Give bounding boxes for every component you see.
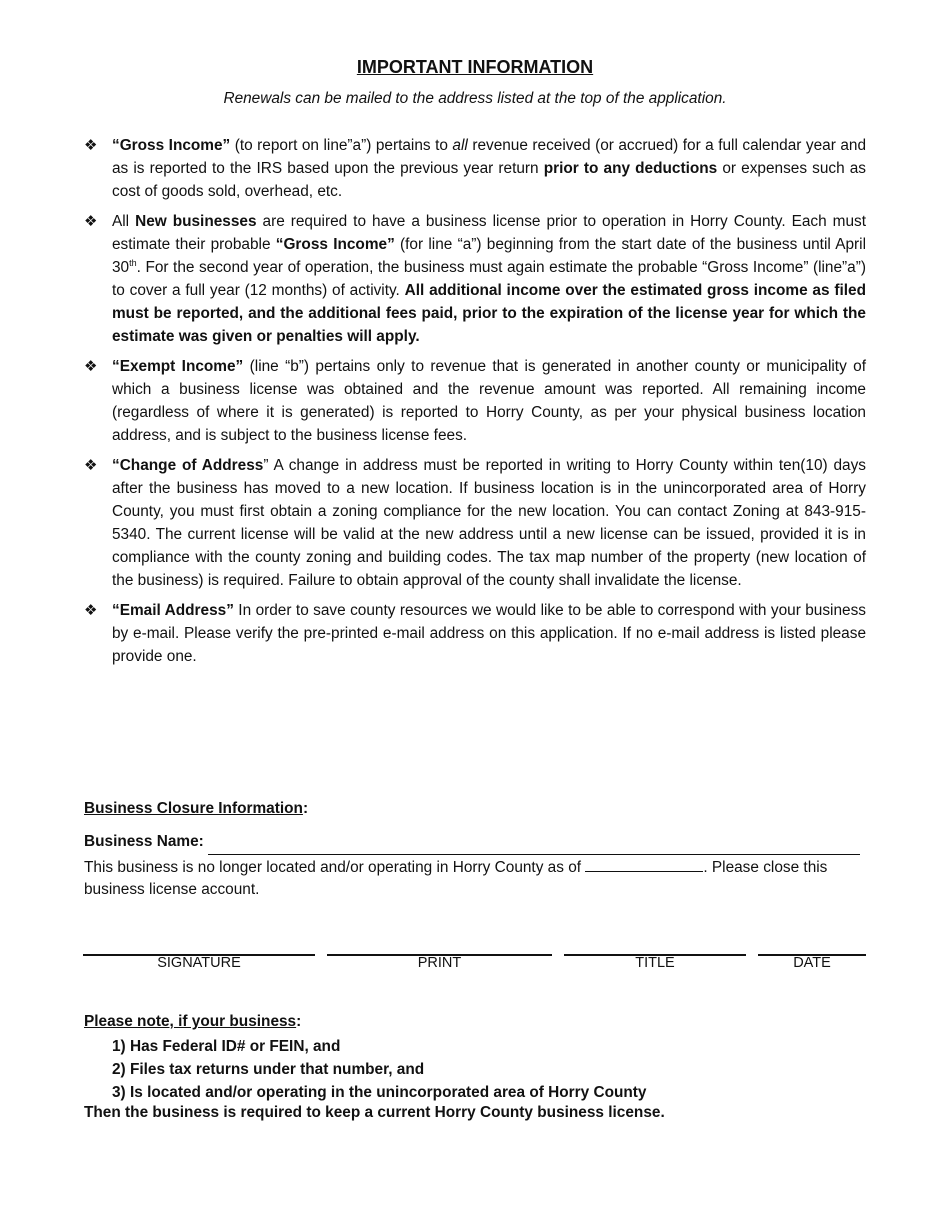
print-label: PRINT [417, 955, 462, 971]
signature-label: SIGNATURE [157, 955, 241, 971]
list-item: 2) Files tax returns under that number, and [112, 1061, 425, 1078]
page-subtitle: Renewals can be mailed to the address listed at the top of the application. [223, 90, 727, 107]
bullet-gross-income: ❖ “Gross Income” (to report on line”a”) pertains to all revenue received (or accrued) for a full calendar year and as is reported to the IRS based upon the previous year return prior to any deductions or expenses such as cost of goods sold, overhead, etc. [84, 134, 866, 203]
list-item: 3) Is located and/or operating in the unincorporated area of Horry County [112, 1084, 647, 1101]
bullet-new-businesses: ❖ All New businesses are required to have a business license prior to operation in Horry County. Each must estimate their probable “Gross Income” (for line “a”) beginning from the start date of the business until April 30th. For the second year of operation, the business must again estimate the probable “Gross Income” (line”a”) to cover a full year (12 months) of activity. All additional income over the estimated gross income as filed must be reported, and the additional fees paid, prior to the expiration of the license year for which the estimate was given or penalties will apply. [84, 210, 866, 348]
diamond-bullet-icon: ❖ [84, 137, 98, 154]
bullet-exempt-income: ❖ “Exempt Income” (line “b”) pertains only to revenue that is generated in another county or municipality of which a business license was obtained and the revenue amount was reported. All remaining income (regardless of where it is generated) is reported to Horry County, as per your physical business location address, and is subject to the business license fees. [84, 355, 866, 447]
date-label: DATE [793, 955, 831, 971]
diamond-bullet-icon: ❖ [84, 457, 98, 474]
closure-date-field[interactable] [585, 855, 703, 872]
business-name-label: Business Name: [84, 833, 204, 850]
diamond-bullet-icon: ❖ [84, 213, 98, 230]
closure-heading: Business Closure Information: [84, 800, 309, 817]
page-title: IMPORTANT INFORMATION [356, 57, 594, 77]
information-list [84, 134, 866, 675]
diamond-bullet-icon: ❖ [84, 602, 98, 619]
bullet-change-of-address: ❖ “Change of Address” A change in address must be reported in writing to Horry County within ten(10) days after the business has moved to a new location. If business location is in the unincorporated area of Horry County, you must first obtain a zoning compliance for the new location. You can contact Zoning at 843-915-5340. The current license will be valid at the new address until a new license can be issued, provided it is in compliance with the county zoning and building codes. The tax map number of the property (new location of the business) is required. Failure to obtain approval of the county shall invalidate the license. [84, 454, 866, 592]
note-footer: Then the business is required to keep a current Horry County business license. [84, 1104, 665, 1121]
note-heading: Please note, if your business: [84, 1013, 302, 1030]
diamond-bullet-icon: ❖ [84, 358, 98, 375]
list-item: 1) Has Federal ID# or FEIN, and [112, 1038, 341, 1055]
note-list [112, 1035, 646, 1104]
title-label: TITLE [635, 955, 675, 971]
bullet-email-address: ❖ “Email Address” In order to save county resources we would like to be able to correspond with your business by e-mail. Please verify the pre-printed e-mail address on this application. If no e-mail address is listed please provide one. [84, 599, 866, 668]
closure-statement: This business is no longer located and/or operating in Horry County as of . Please close this business license account. [84, 855, 864, 901]
